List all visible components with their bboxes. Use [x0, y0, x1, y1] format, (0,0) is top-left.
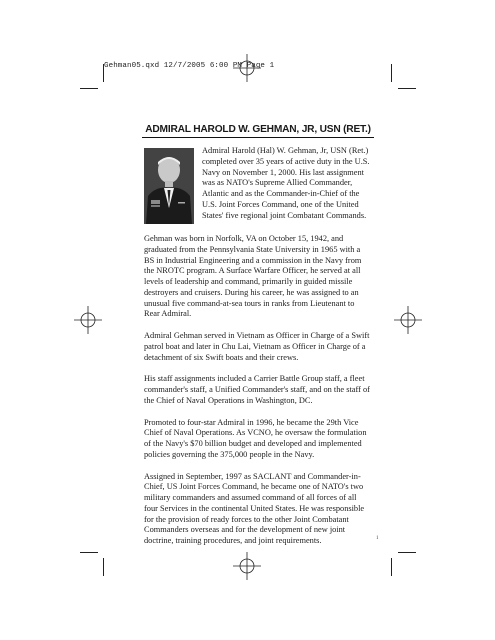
registration-mark-icon — [233, 54, 261, 82]
crop-mark — [391, 64, 392, 82]
paragraph: Promoted to four-star Admiral in 1996, he became the 29th Vice Chief of Naval Operations. As VCNO, he oversaw the formulation of the Navy's $70 billion budget and developed and implemented policies governing the 375,000 people in the Navy. — [144, 417, 367, 459]
registration-mark-icon — [74, 306, 102, 334]
portrait-photo — [144, 148, 194, 224]
paragraph: Assigned in September, 1997 as SACLANT and Commander-in-Chief, US Joint Forces Command, he became one of NATO's two military commanders and assumed command of all forces of all four Services in the continental United States. He was responsible for the provision of ready forces to the other Joint Combatant Commanders overseas and for the development of new joint doctrine, training procedures, and joint requirements. — [144, 471, 365, 545]
paragraph: Admiral Gehman served in Vietnam as Officer in Charge of a Swift patrol boat and later in Chu Lai, Vietnam as Officer in Charge of a detachment of six Swift boats and their crews. — [144, 331, 370, 362]
paragraph: His staff assignments included a Carrier Battle Group staff, a fleet commander's staff, a Unified Commander's staff, and on the staff of the Chief of Naval Operations in Washington, DC. — [144, 374, 370, 405]
crop-mark — [398, 88, 416, 89]
crop-mark — [398, 552, 416, 553]
registration-mark-icon — [394, 306, 422, 334]
intro-section — [144, 146, 372, 224]
biography-body — [144, 234, 372, 547]
document-body — [144, 124, 372, 547]
crop-mark — [391, 558, 392, 576]
paragraph: Gehman was born in Norfolk, VA on October 15, 1942, and graduated from the Pennsylvania State University in 1965 with a BS in Industrial Engineering and a commission in the Navy from the NROTC program. A Surface Warfare Officer, he served at all levels of leadership and command, primarily in guided missile destroyers and cruisers. During his career, he was assigned to an unusual five command-at-sea tours in ranks from Lieutenant to Rear Admiral. — [144, 234, 362, 319]
crop-mark — [80, 88, 98, 89]
printer-slug-line: Gehman05.qxd 12/7/2005 6:00 PM Page 1 — [104, 62, 275, 70]
crop-mark — [80, 552, 98, 553]
crop-mark — [103, 558, 104, 576]
page-number: 1 — [376, 536, 379, 541]
registration-mark-icon — [233, 552, 261, 580]
page-title: ADMIRAL HAROLD W. GEHMAN, JR, USN (RET.) — [142, 124, 374, 138]
intro-paragraph: Admiral Harold (Hal) W. Gehman, Jr, USN (Ret.) completed over 35 years of active duty in the U.S. Navy on November 1, 2000. His last assignment was as NATO's Supreme Allied Commander, Atlantic and as the Commander-in-Chief of the U.S. Joint Forces Command, one of the United States' five regional joint Combatant Commands. — [202, 146, 370, 220]
crop-mark — [103, 64, 104, 82]
